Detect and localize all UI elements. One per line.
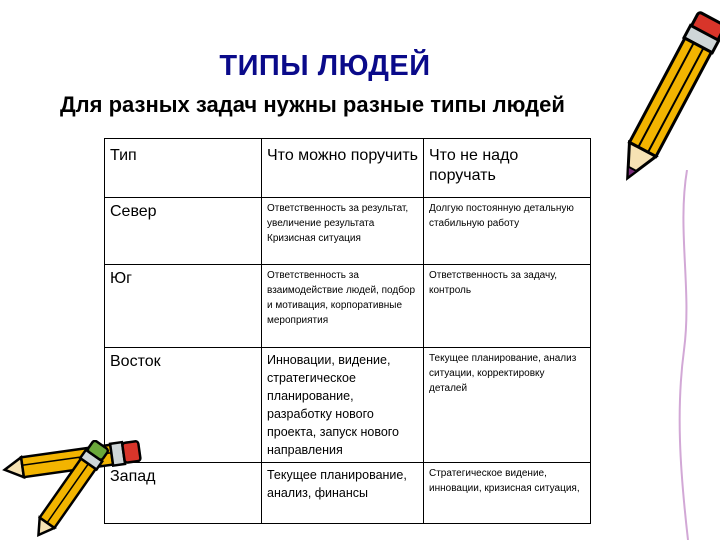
table-row: [105, 348, 591, 463]
table-row: [105, 265, 591, 348]
page-title: ТИПЫ ЛЮДЕЙ: [219, 50, 431, 82]
assign-cell: [262, 265, 424, 348]
avoid-cell: Текущее планирование, анализ ситуации, корректировку деталей: [424, 348, 591, 463]
avoid-cell: Долгую постоянную детальную стабильную работу: [424, 198, 591, 265]
table-row: [105, 463, 591, 524]
decorative-line: [672, 170, 702, 540]
avoid-cell: Стратегическое видение, инновации, кризисная ситуация,: [424, 463, 591, 524]
table-row: [105, 198, 591, 265]
assign-cell: [262, 348, 424, 463]
avoid-cell: Ответственность за задачу, контроль: [424, 265, 591, 348]
assign-text: Текущее планирование, анализ, финансы: [267, 468, 407, 500]
type-cell: Север: [105, 198, 262, 265]
type-cell: Юг: [105, 265, 262, 348]
assign-cell: [262, 463, 424, 524]
assign-text: Ответственность за результат, увеличение результата: [267, 203, 409, 229]
assign-cell: [262, 198, 424, 265]
pencil-icon: [20, 440, 130, 540]
assign-text: Кризисная ситуация: [267, 233, 361, 244]
page-subtitle: Для разных задач нужны разные типы людей: [60, 92, 565, 117]
header-avoid: Что не надо поручать: [424, 139, 591, 198]
header-assign: Что можно поручить: [262, 139, 424, 198]
assign-text: Ответственность за взаимодействие людей, подбор и мотивация, корпоративные мероприятия: [267, 270, 416, 326]
assign-text: Инновации, видение, стратегическое планирование, разработку нового проекта, запуск нового направления: [267, 353, 400, 457]
type-cell: Восток: [105, 348, 262, 463]
types-table: [104, 138, 591, 524]
table-header-row: [105, 139, 591, 198]
type-cell: Запад: [105, 463, 262, 524]
header-type: Тип: [105, 139, 262, 198]
